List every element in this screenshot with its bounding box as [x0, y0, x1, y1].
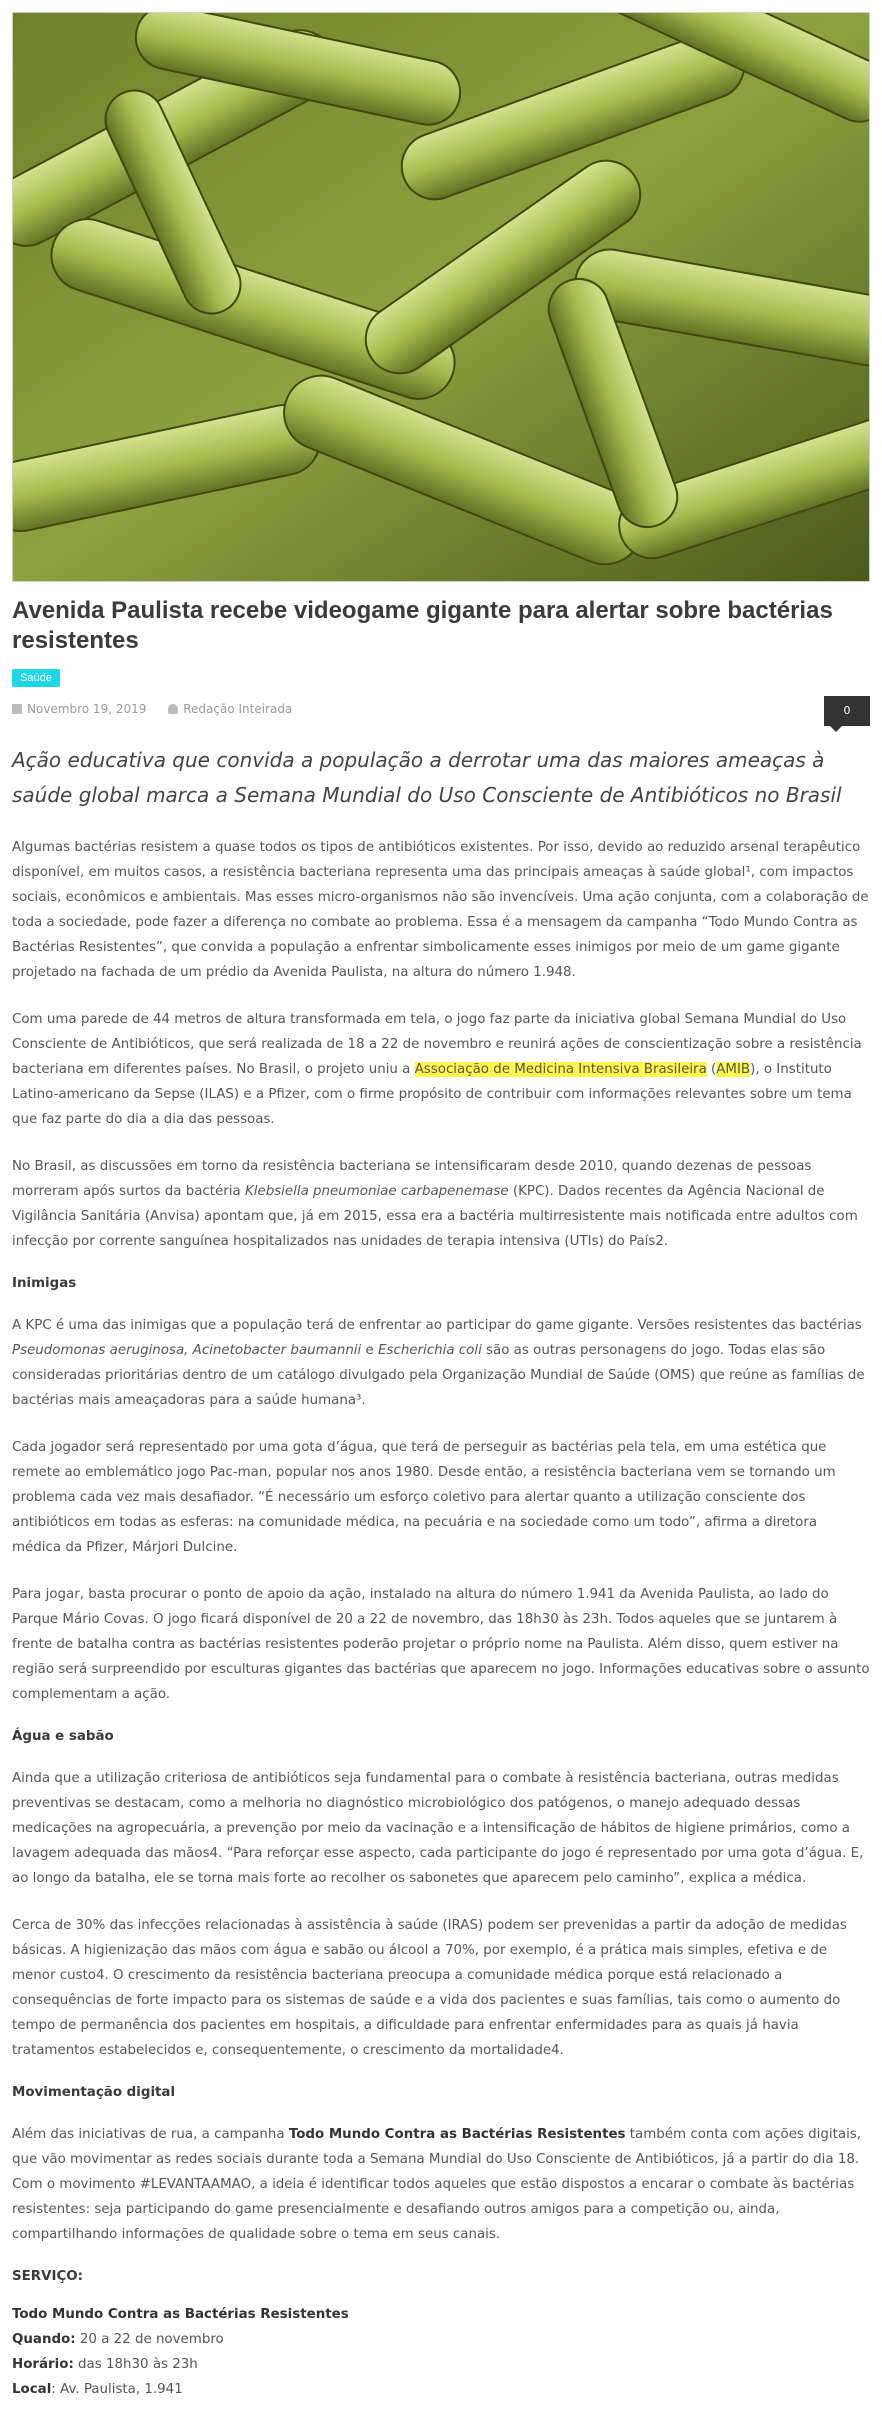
text-span: das 18h30 às 23h [73, 2357, 198, 2372]
category-badge[interactable]: Saúde [12, 669, 60, 687]
text-span: (KPC). Dados recentes da Agência Nacional de Vigilância Sanitária (Anvisa) apontam que, já em 2015, essa era a bactéria multirresistente mais notificada entre adultos com infecção por corrente sanguínea hospitalizados nas unidades de terapia intensiva (UTIs) do País2. [12, 1184, 858, 1249]
user-icon [168, 704, 178, 714]
paragraph: Algumas bactérias resistem a quase todos os tipos de antibióticos existentes. Por isso, devido ao reduzido arsenal terapêutico disponível, em muitos casos, a resistência bacteriana representa uma das principais ameaças à saúde global¹, com impactos sociais, econômicos e ambientais. Mas esses micro-organismos não são invencíveis. Uma ação conjunta, com a colaboração de toda a sociedade, pode fazer a diferença no combate ao problema. Essa é a mensagem da campanha “Todo Mundo Contra as Bactérias Resistentes”, que convida a população a enfrentar simbolicamente esses inimigos por meio de um game gigante projetado na fachada de um prédio da Avenida Paulista, na altura do número 1.948. [12, 840, 869, 980]
section-heading-servico: SERVIÇO: [12, 2269, 84, 2284]
section-heading-inimigas: Inimigas [12, 1276, 77, 1291]
paragraph: Cerca de 30% das infecções relacionadas à assistência à saúde (IRAS) podem ser prevenidas a partir da adoção de medidas básicas. A higienização das mãos com água e sabão ou álcool a 70%, por exemplo, é a prática mais simples, efetiva e de menor custo4. O crescimento da resistência bacteriana preocupa a comunidade médica porque está relacionado a consequências de forte impacto para os sistemas de saúde e a vida dos pacientes e suas famílias, tais como o aumento do tempo de permanência dos pacientes em hospitais, a dificuldade para enfrentar enfermidades para as quais já havia tratamentos estabelecidos e, consequentemente, o crescimento da mortalidade4. [12, 1918, 847, 2058]
amib-abbr-link[interactable]: AMIB [716, 1062, 751, 1077]
bold-text: Todo Mundo Contra as Bactérias Resistentes [288, 2127, 626, 2142]
bold-text: Quando: [12, 2332, 76, 2347]
text-span: Com uma parede de 44 metros de altura transformada em tela, o jogo faz parte da iniciativa global Semana Mundial do Uso Consciente de Antibióticos, que será realizada de 18 a 22 de novembro e reunirá ações de conscientização sobre a resistência bacteriana em diferentes países. No Brasil, o projeto uniu a [12, 1012, 862, 1077]
text-span: A KPC é uma das inimigas que a população terá de enfrentar ao participar do game gigante. Versões resistentes das bactérias [12, 1318, 862, 1333]
article-meta [12, 701, 870, 743]
section-heading-agua: Água e sabão [12, 1729, 114, 1744]
bold-text: Todo Mundo Contra as Bactérias Resistentes [12, 2307, 349, 2322]
amib-link[interactable]: Associação de Medicina Intensiva Brasileira [414, 1062, 707, 1077]
author-meta[interactable] [168, 702, 292, 716]
paragraph [12, 1007, 870, 1132]
service-when [12, 2327, 870, 2352]
date-meta [12, 702, 146, 716]
paragraph [12, 2122, 870, 2247]
text-span: : Av. Paulista, 1.941 [51, 2382, 183, 2397]
service-time [12, 2352, 870, 2377]
service-name [12, 2302, 870, 2327]
article-author[interactable]: Redação Inteirada [183, 701, 293, 716]
bold-text: Horário: [12, 2357, 74, 2372]
text-span: No Brasil, as discussões em torno da resistência bacteriana se intensificaram desde 2010, quando dezenas de pessoas morreram após surtos da bactéria [12, 1159, 812, 1199]
text-span: e [361, 1343, 379, 1358]
text-span: também conta com ações digitais, que vão movimentar as redes sociais durante toda a Semana Mundial do Uso Consciente de Antibióticos, já a partir do dia 18. Com o movimento #LEVANTAAMAO, a ideia é identificar todos aqueles que estão dispostos a encarar o combate às bactérias resistentes: seja participando do game presencialmente e desafiando outros amigos para a competição ou, ainda, compartilhando informações de qualidade sobre o tema em seus canais. [12, 2127, 862, 2242]
paragraph: Cada jogador será representado por uma gota d’água, que terá de perseguir as bactérias pela tela, em uma estética que remete ao emblemático jogo Pac-man, popular nos anos 1980. Desde então, a resistência bacteriana vem se tornando um problema cada vez mais desafiador. “É necessário um esforço coletivo para alertar quanto a utilização consciente dos antibióticos em todas as esferas: na comunidade médica, na pecuária e na sociedade como um todo”, afirma a diretora médica da Pfizer, Márjori Dulcine. [12, 1440, 836, 1555]
comments-count-button[interactable]: 0 [824, 696, 870, 726]
calendar-icon [12, 704, 22, 714]
service-place [12, 2377, 870, 2402]
paragraph [12, 1154, 870, 1254]
article-container [12, 0, 870, 2402]
italic-text: Escherichia coli [378, 1343, 482, 1358]
italic-text: Pseudomonas aeruginosa, Acinetobacter baumannii [12, 1343, 362, 1358]
service-info [12, 2302, 870, 2402]
text-span: são as outras personagens do jogo. Todas elas são consideradas prioritárias dentro de um catálogo divulgado pela Organização Mundial de Saúde (OMS) que reúne as famílias de bactérias mais ameaçadoras para a saúde humana³. [12, 1343, 865, 1408]
text-span: Além das iniciativas de rua, a campanha [12, 2127, 289, 2142]
paragraph [12, 1313, 870, 1413]
article-lead: Ação educativa que convida a população a derrotar uma das maiores ameaças à saúde global marca a Semana Mundial do Uso Consciente de Antibióticos no Brasil [12, 748, 842, 807]
paragraph: Ainda que a utilização criteriosa de antibióticos seja fundamental para o combate à resistência bacteriana, outras medidas preventivas se destacam, como a melhoria no diagnóstico microbiológico dos patógenos, o manejo adequado dessas medicações na agropecuária, a prevenção por meio da vacinação e a intensificação de hábitos de higiene primários, como a lavagem adequada das mãos4. “Para reforçar esse aspecto, cada participante do jogo é representado por uma gota d’água. E, ao longo da batalha, ele se torna mais forte ao recolher os sabonetes que aparecem pelo caminho”, explica a médica. [12, 1771, 864, 1886]
text-span: ( [706, 1062, 717, 1077]
bold-text: Local [12, 2382, 52, 2397]
text-span: ), o Instituto Latino-americano da Sepse (ILAS) e a Pfizer, com o firme propósito de contribuir com informações relevantes sobre um tema que faz parte do dia a dia das pessoas. [12, 1062, 852, 1127]
paragraph: Para jogar, basta procurar o ponto de apoio da ação, instalado na altura do número 1.941 da Avenida Paulista, ao lado do Parque Mário Covas. O jogo ficará disponível de 20 a 22 de novembro, das 18h30 às 23h. Todos aqueles que se juntarem à frente de batalha contra as bactérias resistentes poderão projetar o próprio nome na Paulista. Além disso, quem estiver na região será surpreendido por esculturas gigantes das bactérias que aparecem no jogo. Informações educativas sobre o assunto complementam a ação. [12, 1587, 870, 1702]
section-heading-movimentacao: Movimentação digital [12, 2085, 176, 2100]
bacteria-illustration [13, 13, 869, 581]
italic-text: Klebsiella pneumoniae carbapenemase [244, 1184, 509, 1199]
article-date: Novembro 19, 2019 [27, 701, 147, 716]
text-span: 20 a 22 de novembro [75, 2332, 224, 2347]
hero-image [12, 12, 870, 582]
article-title: Avenida Paulista recebe videogame gigante para alertar sobre bactérias resistentes [12, 597, 833, 654]
